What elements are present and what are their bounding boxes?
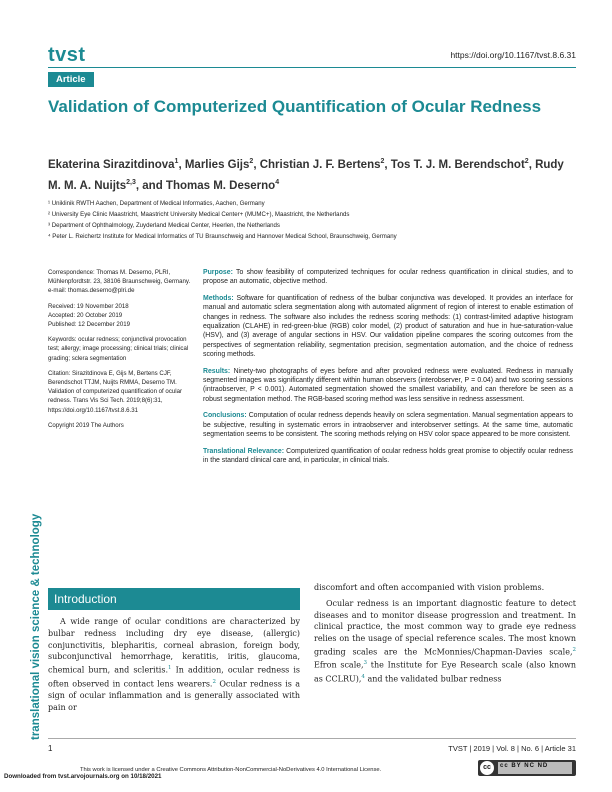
purpose-text: To show feasibility of computerized techniques for ocular redness quantification in clinical studies, and to propose an automatic, objective method. — [203, 269, 573, 286]
affiliations — [48, 198, 578, 242]
cc-license-badge[interactable] — [478, 760, 576, 776]
header-rule — [48, 67, 576, 68]
journal-logo: tvst — [48, 44, 86, 66]
received-date: Received: 19 November 2018 — [48, 302, 129, 310]
methods-text: Software for quantification of redness of the bulbar conjunctiva was developed. It provides an interface for manual and automatic sclera segmentation along with automated alignment of region of interest to enable estimation of changes in redness. The software also includes the redness scoring methods: (1) contrast-limited adaptive histogram equalization (CLAHE) in red-green-blue (RGB) color model, (2) product of saturation and hue in hue-saturation-value (HSV), and (3) average of angular sections in HSV. Our validation pipeline compares the scoring outcomes from the perspectives of segmentation reliability, segmentation precision, segmentation automation, and the choice of redness scoring methods. — [203, 294, 573, 359]
paper-title: Validation of Computerized Quantification of Ocular Redness — [48, 97, 542, 116]
intro-paragraph-2: Ocular redness is an important diagnostic feature to detect diseases and to monitor disease progression and treatment. In clinical practice, the most common way to grade eye redness relies on the usage of special reference scales. The most known grading scales are the McMonnies/Chapman-Davies scale,$^2$ Efron scale,$^3$ the Institute for Eye Research scale (also known as CCLRU),$^4$ and the validated bulbar redness — [314, 598, 577, 684]
affiliation-3: ³ Department of Ophthalmology, Zuyderland Medical Center, Heerlen, the Netherlands — [48, 222, 280, 229]
conclusions-text: Computation of ocular redness depends heavily on sclera segmentation. Manual segmentation appears to be subjective, resulting in systematic errors in intraobserver and interobserver settings. At the same time, automatic segmentation seems to be consistent. The scoring methods relying on HSV color space appeared to be more consistent. — [203, 412, 573, 439]
intro-paragraph-1-cont: discomfort and often accompanied with vision problems. — [314, 583, 545, 592]
intro-right-column — [314, 582, 576, 689]
download-notice: Downloaded from tvst.arvojournals.org on 10/18/2021 — [4, 773, 162, 780]
purpose-label: Purpose: — [203, 269, 233, 276]
citation: Citation: Sirazitdinova E, Gijs M, Bertens CJF, Berendschot TTJM, Nuijts RMMA, Deserno TM. Validation of computerized quantification of ocular redness. Trans Vis Sci Tech. 2019;8(6):31, https://doi.org/10.1167/tvst.8.6.31 — [48, 369, 183, 414]
relevance-text: Computerized quantification of ocular redness holds great promise to objectify ocular redness in the standard clinical care and, in particular, in clinical trials. — [203, 447, 573, 464]
license-text[interactable]: This work is licensed under a Creative Commons Attribution-NonCommercial-NoDerivatives 4.0 International License. — [80, 767, 382, 773]
abstract-methods — [203, 294, 573, 360]
keywords: Keywords: ocular redness; conjunctival provocation test; allergy; image processing; clinical trials; clinical grading; sclera segmentation — [48, 336, 189, 362]
journal-side-text: translational vision science & technology — [30, 513, 42, 740]
abstract-results — [203, 367, 573, 405]
abstract — [203, 268, 573, 472]
journal-side-label — [30, 513, 42, 740]
footer-rule — [48, 738, 576, 739]
intro-left-column — [48, 616, 300, 718]
cc-badge-text: cc BY NC ND — [500, 763, 549, 769]
article-type-badge: Article — [48, 72, 94, 87]
abstract-conclusions — [203, 411, 573, 439]
page-number: 1 — [48, 744, 53, 753]
published-date: Published: 12 December 2019 — [48, 321, 130, 329]
relevance-label: Translational Relevance: — [203, 447, 285, 455]
results-text: Ninety-two photographs of eyes before and after provoked redness were evaluated. Redness in manually segmented images was significantly different within human observers (interobserver, P = 0.04) and two scoring sessions (intraobserver, P < 0.001). Automated segmentation showed the smallest variability, and can therefore be seen as a robust segmentation method. The RGB-based scoring method was less sensitive in redness assessment. — [203, 367, 573, 403]
dates — [48, 302, 193, 330]
copyright: Copyright 2019 The Authors — [48, 421, 124, 429]
methods-label: Methods: — [203, 294, 234, 302]
doi-link[interactable]: https://doi.org/10.1167/tvst.8.6.31 — [450, 50, 576, 60]
results-label: Results: — [203, 367, 231, 375]
affiliation-2: ² University Eye Clinic Maastricht, Maastricht University Medical Center+ (MUMC+), Maastricht, the Netherlands — [48, 211, 350, 218]
abstract-purpose — [203, 268, 573, 287]
journal-citation: TVST | 2019 | Vol. 8 | No. 6 | Article 31 — [448, 744, 576, 753]
affiliation-4: ⁴ Peter L. Reichertz Institute for Medical Informatics of TU Braunschweig and Hannover Medical School, Braunschweig, Germany — [48, 233, 397, 240]
author-list: Ekaterina Sirazitdinova$^1$, Marlies Gijs$^2$, Christian J. F. Bertens$^2$, Tos T. J. M. Berendschot$^2$, Rudy M. M. A. Nuijts$^{2,3}$, and Thomas M. Deserno$^4$ — [48, 158, 564, 192]
accepted-date: Accepted: 20 October 2019 — [48, 311, 123, 319]
intro-paragraph-1: A wide range of ocular conditions are characterized by bulbar redness including dry eye disease, (allergic) conjunctivitis, blepharitis, corneal abrasion, foreign body, subconjunctival hemorrhage, keratitis, iritis, glaucoma, chemical burn, and scleritis.$^1$ In addition, ocular redness is often observed in contact lens wearers.$^2$ Ocular redness is a sign of ocular inflammation and is generally associated with pain or — [48, 617, 300, 712]
section-heading-introduction: Introduction — [48, 588, 300, 610]
article-info-sidebar — [48, 268, 193, 436]
abstract-relevance — [203, 447, 573, 466]
affiliation-1: ¹ Uniklinik RWTH Aachen, Department of Medical Informatics, Aachen, Germany — [48, 200, 265, 207]
correspondence: Correspondence: Thomas M. Deserno, PLRI, Mühlenpfordtstr. 23, 38106 Braunschweig, Germany. e-mail: thomas.deserno@plri.de — [48, 269, 191, 295]
conclusions-label: Conclusions: — [203, 412, 247, 420]
cc-icon: cc — [480, 761, 494, 775]
